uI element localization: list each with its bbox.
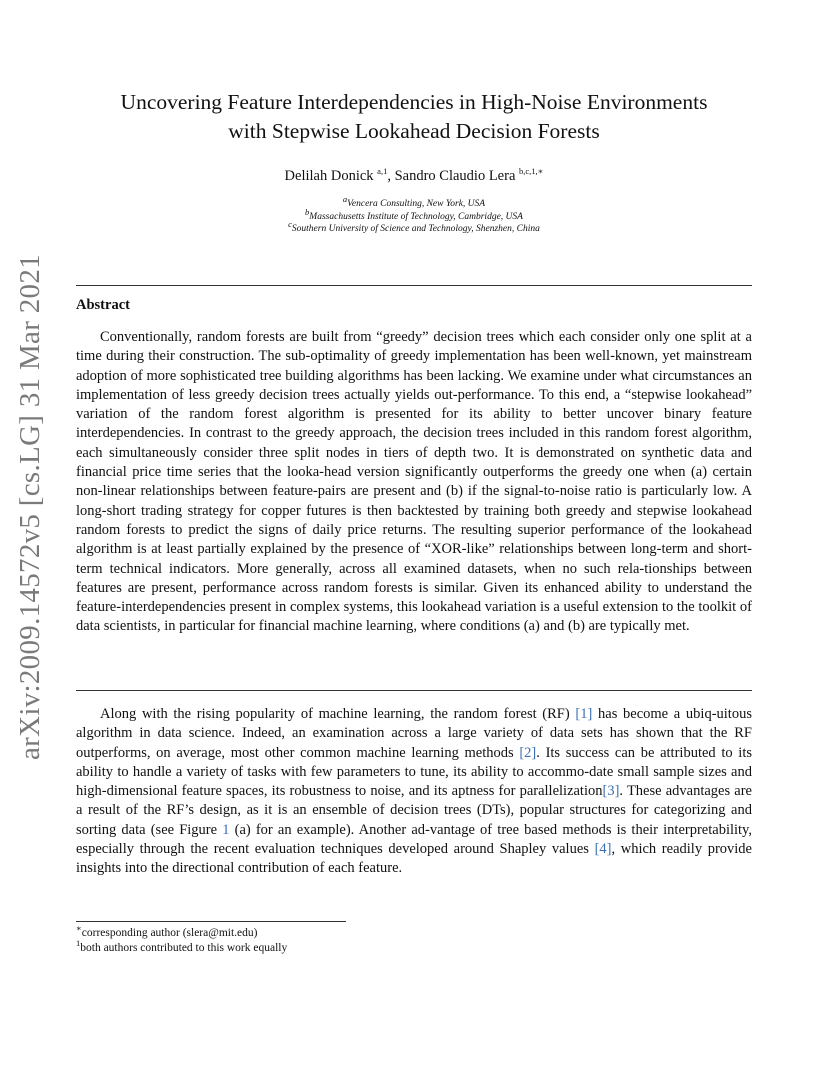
footnote-text: both authors contributed to this work equally <box>80 942 288 954</box>
author-list <box>76 166 752 186</box>
intro-text: . Its success can be attributed to its ability to handle a variety of tasks with few parameters to tune, its ability to accommo-date small sample sizes and high-dimensional feature spaces, its robustness to noise, and its aptness for parallelization <box>76 744 753 800</box>
footnote-rule <box>76 921 346 922</box>
footnote-text: corresponding author (slera@mit.edu) <box>81 927 258 939</box>
affiliation-text: Southern University of Science and Technology, Shenzhen, China <box>291 224 540 234</box>
footnote <box>76 938 752 956</box>
figure-reference-link[interactable]: 1 <box>222 821 230 838</box>
abstract-bottom-rule <box>76 690 752 691</box>
affiliation-mark: b <box>305 206 310 217</box>
affiliation <box>76 218 752 236</box>
paper-title <box>76 88 752 146</box>
intro-text: (a) for an example). Another ad-vantage of tree based methods is their interpretability, especially through the recent evaluation techniques developed around Shapley values <box>76 821 752 858</box>
author-separator: , <box>387 168 395 184</box>
footnote <box>76 923 752 941</box>
affiliation-mark: a <box>342 193 348 204</box>
abstract-heading: Abstract <box>76 297 130 313</box>
affiliation-mark: c <box>288 218 292 229</box>
arxiv-identifier-stamp: arXiv:2009.14572v5 [cs.LG] 31 Mar 2021 <box>14 254 46 760</box>
citation-link[interactable]: [3] <box>602 783 620 800</box>
affiliation <box>76 206 752 224</box>
intro-text: . These advantages are a result of the RF’s design, as it is an ensemble of decision trees (DTs), popular structures for categorizing and sorting data (see Figure <box>76 783 752 838</box>
introduction-paragraph <box>76 705 752 879</box>
abstract-text: Conventionally, random forests are built from “greedy” decision trees which each consider only one split at a time during their construction. The sub-optimality of greedy implementation has been well-known, yet mainstream adoption of more sophisticated tree building algorithms has been lacking. We examine under what circumstances an implementation of less greedy decision trees actually yields out-performance. To this end, a “stepwise lookahead” variation of the random forest algorithm is presented for its ability to better uncover binary feature interdependencies. In contrast to the greedy approach, the decision trees included in this random forest algorithm, each simultaneously consider three split nodes in tiers of depth two. It is demonstrated on synthetic data and financial price time series that the looka-head version significantly outperforms the greedy one when (a) certain non-linear relationships between feature-pairs are present and (b) if the signal-to-noise ratio is particularly low. A long-short trading strategy for copper futures is then backtested by training both greedy and stepwise lookahead random forests to predict the signs of daily price returns. The resulting superior performance of the lookahead algorithm is at least partially explained by the presence of “XOR-like” relationships between long-term and short-term technical indicators. More generally, across all examined datasets, when no such rela-tionships between features are present, performance across random forests is similar. Given its enhanced ability to understand the feature-interdependencies present in complex systems, this lookahead variation is a useful extension to the toolkit of data scientists, in particular for financial machine learning, where conditions (a) and (b) are typically met. <box>76 329 752 635</box>
footnote-mark: 1 <box>76 938 81 949</box>
author-name: Sandro Claudio Lera <box>394 168 516 184</box>
intro-text: has become a ubiq-uitous algorithm in data science. Indeed, an examination across a large variety of data sets has shown that the RF outperforms, on average, most other common machine learning methods <box>76 706 752 761</box>
title-line-2: with Stepwise Lookahead Decision Forests <box>228 119 600 143</box>
abstract-top-rule <box>76 285 752 286</box>
title-line-1: Uncovering Feature Interdependencies in High-Noise Environments <box>120 90 708 114</box>
citation-link[interactable]: [1] <box>575 706 593 722</box>
author-marks: a,1 <box>377 166 388 177</box>
affiliation-text: Massachusetts Institute of Technology, Cambridge, USA <box>309 211 523 222</box>
citation-link[interactable]: [2] <box>519 744 537 761</box>
citation-link[interactable]: [4] <box>594 841 612 858</box>
affiliation-list <box>76 193 752 236</box>
footnote-mark: ∗ <box>76 923 82 934</box>
intro-text: , which readily provide insights into the directional contribution of each feature. <box>76 841 752 877</box>
affiliation-text: Vencera Consulting, New York, USA <box>347 199 486 209</box>
author-name: Delilah Donick <box>284 168 374 184</box>
affiliation <box>76 193 752 211</box>
intro-text: Along with the rising popularity of machine learning, the random forest (RF) <box>100 706 576 722</box>
footnote-list <box>76 923 752 956</box>
author-marks: b,c,1,∗ <box>519 166 544 177</box>
